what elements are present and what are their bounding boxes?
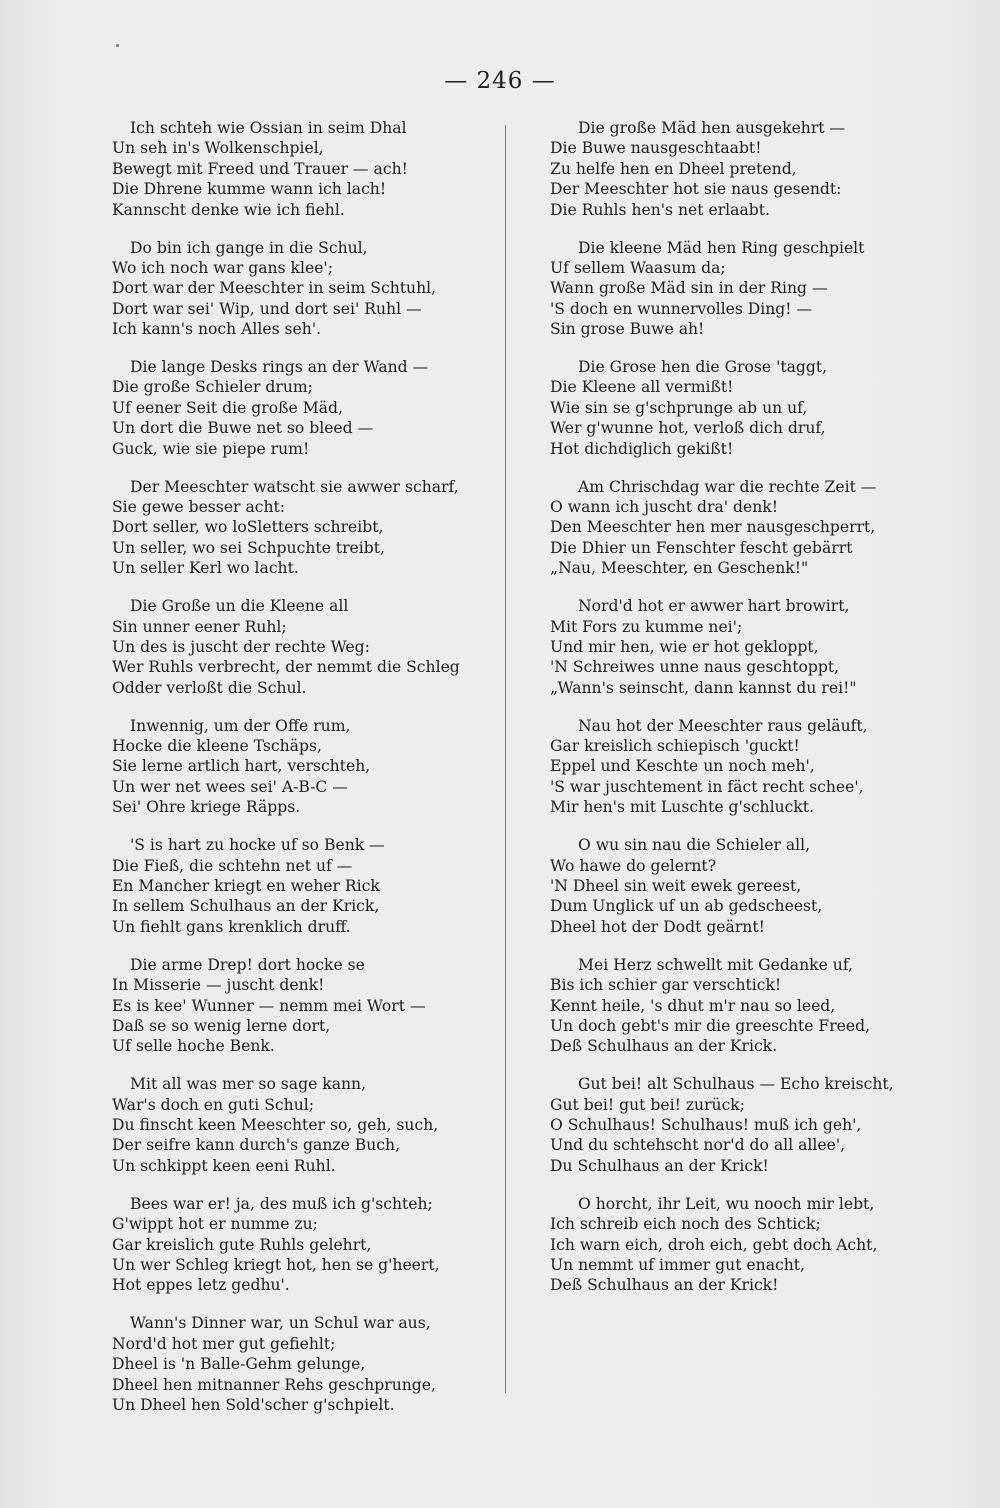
verse-line: Un Dheel hen Sold'scher g'schpielt. [112, 1395, 395, 1414]
verse-line: Uf eener Seit die große Mäd, [112, 398, 343, 417]
verse-line: Mir hen's mit Luschte g'schluckt. [550, 798, 815, 817]
verse-line: Wer g'wunne hot, verloß dich druf, [550, 419, 826, 438]
verse-line: Deß Schulhaus an der Krick! [550, 1276, 779, 1295]
verse-line: 'S is hart zu hocke uf so Benk — [130, 836, 385, 855]
verse-line: Do bin ich gange in die Schul, [130, 238, 368, 257]
verse-line: Dort war sei' Wip, und dort sei' Ruhl — [112, 299, 422, 318]
verse-line: Nord'd hot mer gut gefiehlt; [112, 1334, 336, 1353]
verse-line: Der Meeschter watscht sie awwer scharf, [130, 477, 459, 496]
verse-line: Die große Mäd hen ausgekehrt — [578, 119, 846, 137]
stanza [548, 357, 878, 459]
stanza [112, 1313, 472, 1415]
verse-line: Uf sellem Waasum da; [550, 258, 726, 277]
verse-line: Und du schtehscht nor'd do all allee', [550, 1136, 846, 1155]
verse-line: Dort war der Meeschter in seim Schtuhl, [112, 279, 437, 298]
verse-line: Die Kleene all vermißt! [550, 378, 734, 397]
verse-line: In Misserie — juscht denk! [112, 976, 325, 995]
verse-line: Die kleene Mäd hen Ring geschpielt [578, 238, 865, 257]
verse-line: Dheel is 'n Balle-Gehm gelunge, [112, 1355, 366, 1374]
stanza [112, 596, 472, 698]
verse-line: Mit Fors zu kumme nei'; [550, 617, 743, 636]
verse-line: Un fiehlt gans krenklich druff. [112, 917, 351, 936]
verse-line: Ich schteh wie Ossian in seim Dhal [130, 119, 407, 137]
verse-line: Ich schreib eich noch des Schtick; [550, 1215, 821, 1234]
verse-line: 'N Dheel sin weit ewek gereest, [550, 877, 802, 895]
verse-line: O wu sin nau die Schieler all, [578, 836, 811, 855]
stanza [548, 955, 878, 1057]
stanza [548, 835, 878, 937]
verse-line: War's doch en guti Schul; [112, 1095, 314, 1114]
stanza [548, 118, 878, 220]
stanza [112, 716, 472, 818]
stanza [112, 1194, 472, 1296]
verse-line: Bees war er! ja, des muß ich g'schteh; [130, 1194, 433, 1213]
page-number: — 246 — [444, 68, 556, 94]
verse-line: Gut bei! gut bei! zurück; [550, 1095, 746, 1114]
page-speck [116, 44, 119, 47]
verse-line: Die Ruhls hen's net erlaabt. [550, 200, 770, 219]
verse-line: Un dort die Buwe net so bleed — [112, 419, 374, 438]
verse-line: Nau hot der Meeschter raus geläuft, [578, 716, 868, 735]
verse-line: Die Grose hen die Grose 'taggt, [578, 358, 828, 377]
verse-line: Bis ich schier gar verschtick! [550, 976, 782, 995]
verse-line: Un nemmt uf immer gut enacht, [550, 1256, 805, 1274]
verse-line: Inwennig, um der Offe rum, [130, 716, 351, 735]
verse-line: Un des is juscht der rechte Weg: [112, 637, 370, 656]
verse-line: Un wer Schleg kriegt hot, hen se g'heert, [112, 1256, 440, 1274]
verse-line: Gut bei! alt Schulhaus — Echo kreischt, [578, 1075, 894, 1094]
verse-line: Uf selle hoche Benk. [112, 1037, 275, 1056]
verse-line: Deß Schulhaus an der Krick. [550, 1037, 778, 1056]
stanza [112, 357, 472, 459]
verse-line: O wann ich juscht dra' denk! [550, 498, 778, 516]
verse-line: En Mancher kriegt en weher Rick [112, 877, 380, 895]
verse-line: Guck, wie sie piepe rum! [112, 439, 310, 458]
verse-line: Ich warn eich, droh eich, gebt doch Acht, [550, 1235, 878, 1254]
verse-line: Un seller Kerl wo lacht. [112, 559, 299, 578]
verse-line: Du finscht keen Meeschter so, geh, such, [112, 1116, 439, 1135]
stanza [548, 1074, 894, 1176]
verse-line: Die lange Desks rings an der Wand — [130, 358, 429, 377]
verse-line: Odder verloßt die Schul. [112, 678, 307, 697]
stanza [112, 1074, 472, 1176]
column-divider [505, 125, 506, 1393]
stanza [112, 238, 472, 340]
verse-line: Die Fieß, die schtehn net uf — [112, 856, 353, 875]
verse-line: Ich kann's noch Alles seh'. [112, 320, 322, 339]
verse-line: „Nau, Meeschter, en Geschenk!" [550, 559, 809, 578]
verse-line: Dheel hot der Dodt geärnt! [550, 917, 765, 936]
verse-line: Wo ich noch war gans klee'; [112, 258, 333, 277]
verse-line: Kennt heile, 's dhut m'r nau so leed, [550, 996, 836, 1015]
verse-line: Un doch gebt's mir die greeschte Freed, [550, 1016, 871, 1035]
verse-line: Es is kee' Wunner — nemm mei Wort — [112, 996, 426, 1015]
verse-line: Wo hawe do gelernt? [550, 856, 717, 875]
verse-line: Hocke die kleene Tschäps, [112, 737, 322, 756]
verse-line: Der Meeschter hot sie naus gesendt: [550, 180, 842, 199]
verse-line: Gar kreislich schiepisch 'guckt! [550, 737, 800, 756]
verse-line: 'N Schreiwes unne naus geschtoppt, [550, 658, 840, 677]
verse-line: Der seifre kann durch's ganze Buch, [112, 1136, 401, 1155]
verse-line: Dort seller, wo loSletters schreibt, [112, 518, 384, 537]
verse-line: Daß se so wenig lerne dort, [112, 1016, 331, 1035]
verse-line: Am Chrischdag war die rechte Zeit — [578, 477, 877, 496]
verse-line: G'wippt hot er numme zu; [112, 1215, 318, 1234]
verse-line: Die Dhrene kumme wann ich lach! [112, 180, 387, 199]
verse-line: Die Große un die Kleene all [130, 597, 349, 616]
verse-line: Wann's Dinner war, un Schul war aus, [130, 1314, 431, 1333]
stanza [548, 716, 878, 818]
verse-line: Sei' Ohre kriege Räpps. [112, 798, 301, 817]
verse-line: Sin grose Buwe ah! [550, 320, 705, 339]
verse-line: Und mir hen, wie er hot gekloppt, [550, 637, 819, 656]
verse-line: Hot eppes letz gedhu'. [112, 1276, 290, 1295]
stanza [112, 835, 472, 937]
verse-line: „Wann's seinscht, dann kannst du rei!" [550, 678, 857, 697]
stanza [112, 955, 472, 1057]
verse-line: Sin unner eener Ruhl; [112, 617, 287, 636]
verse-line: Den Meeschter hen mer nausgeschperrt, [550, 518, 876, 537]
verse-line: Die Dhier un Fenschter fescht gebärrt [550, 538, 853, 557]
stanza [112, 118, 472, 220]
verse-line: Dum Unglick uf un ab gedscheest, [550, 897, 823, 916]
verse-line: Kannscht denke wie ich fiehl. [112, 200, 345, 219]
verse-line: Sie lerne artlich hart, verschteh, [112, 757, 371, 776]
verse-line: Sie gewe besser acht: [112, 498, 286, 516]
stanza [548, 596, 878, 698]
verse-line: Un schkippt keen eeni Ruhl. [112, 1156, 336, 1175]
stanza [548, 1194, 878, 1296]
verse-line: Die arme Drep! dort hocke se [130, 955, 365, 974]
right-column [548, 118, 894, 1313]
verse-line: Eppel und Keschte un noch meh', [550, 757, 815, 776]
verse-line: In sellem Schulhaus an der Krick, [112, 897, 380, 916]
verse-line: Die große Schieler drum; [112, 378, 313, 397]
verse-line: Bewegt mit Freed und Trauer — ach! [112, 159, 408, 178]
stanza [548, 477, 878, 579]
verse-line: Un seller, wo sei Schpuchte treibt, [112, 538, 385, 557]
verse-line: Du Schulhaus an der Krick! [550, 1156, 769, 1175]
verse-line: 'S doch en wunnervolles Ding! — [550, 299, 813, 318]
verse-line: O horcht, ihr Leit, wu nooch mir lebt, [578, 1194, 875, 1213]
verse-line: Wann große Mäd sin in der Ring — [550, 279, 828, 298]
verse-line: 'S war juschtement in fäct recht schee', [550, 777, 864, 796]
verse-line: Mit all was mer so sage kann, [130, 1075, 367, 1094]
verse-line: Gar kreislich gute Ruhls gelehrt, [112, 1235, 372, 1254]
stanza [548, 238, 878, 340]
verse-line: Hot dichdiglich gekißt! [550, 439, 734, 458]
verse-line: Wie sin se g'schprunge ab un uf, [550, 398, 808, 417]
verse-line: O Schulhaus! Schulhaus! muß ich geh', [550, 1116, 862, 1135]
verse-line: Wer Ruhls verbrecht, der nemmt die Schleg [112, 658, 460, 677]
stanza [112, 477, 472, 579]
left-column [112, 118, 472, 1433]
verse-line: Nord'd hot er awwer hart browirt, [578, 597, 850, 616]
verse-line: Die Buwe nausgeschtaabt! [550, 139, 762, 158]
verse-line: Un seh in's Wolkenschpiel, [112, 139, 324, 158]
verse-line: Zu helfe hen en Dheel pretend, [550, 159, 797, 178]
verse-line: Mei Herz schwellt mit Gedanke uf, [578, 955, 853, 974]
verse-line: Un wer net wees sei' A-B-C — [112, 777, 348, 796]
verse-line: Dheel hen mitnanner Rehs geschprunge, [112, 1375, 436, 1394]
